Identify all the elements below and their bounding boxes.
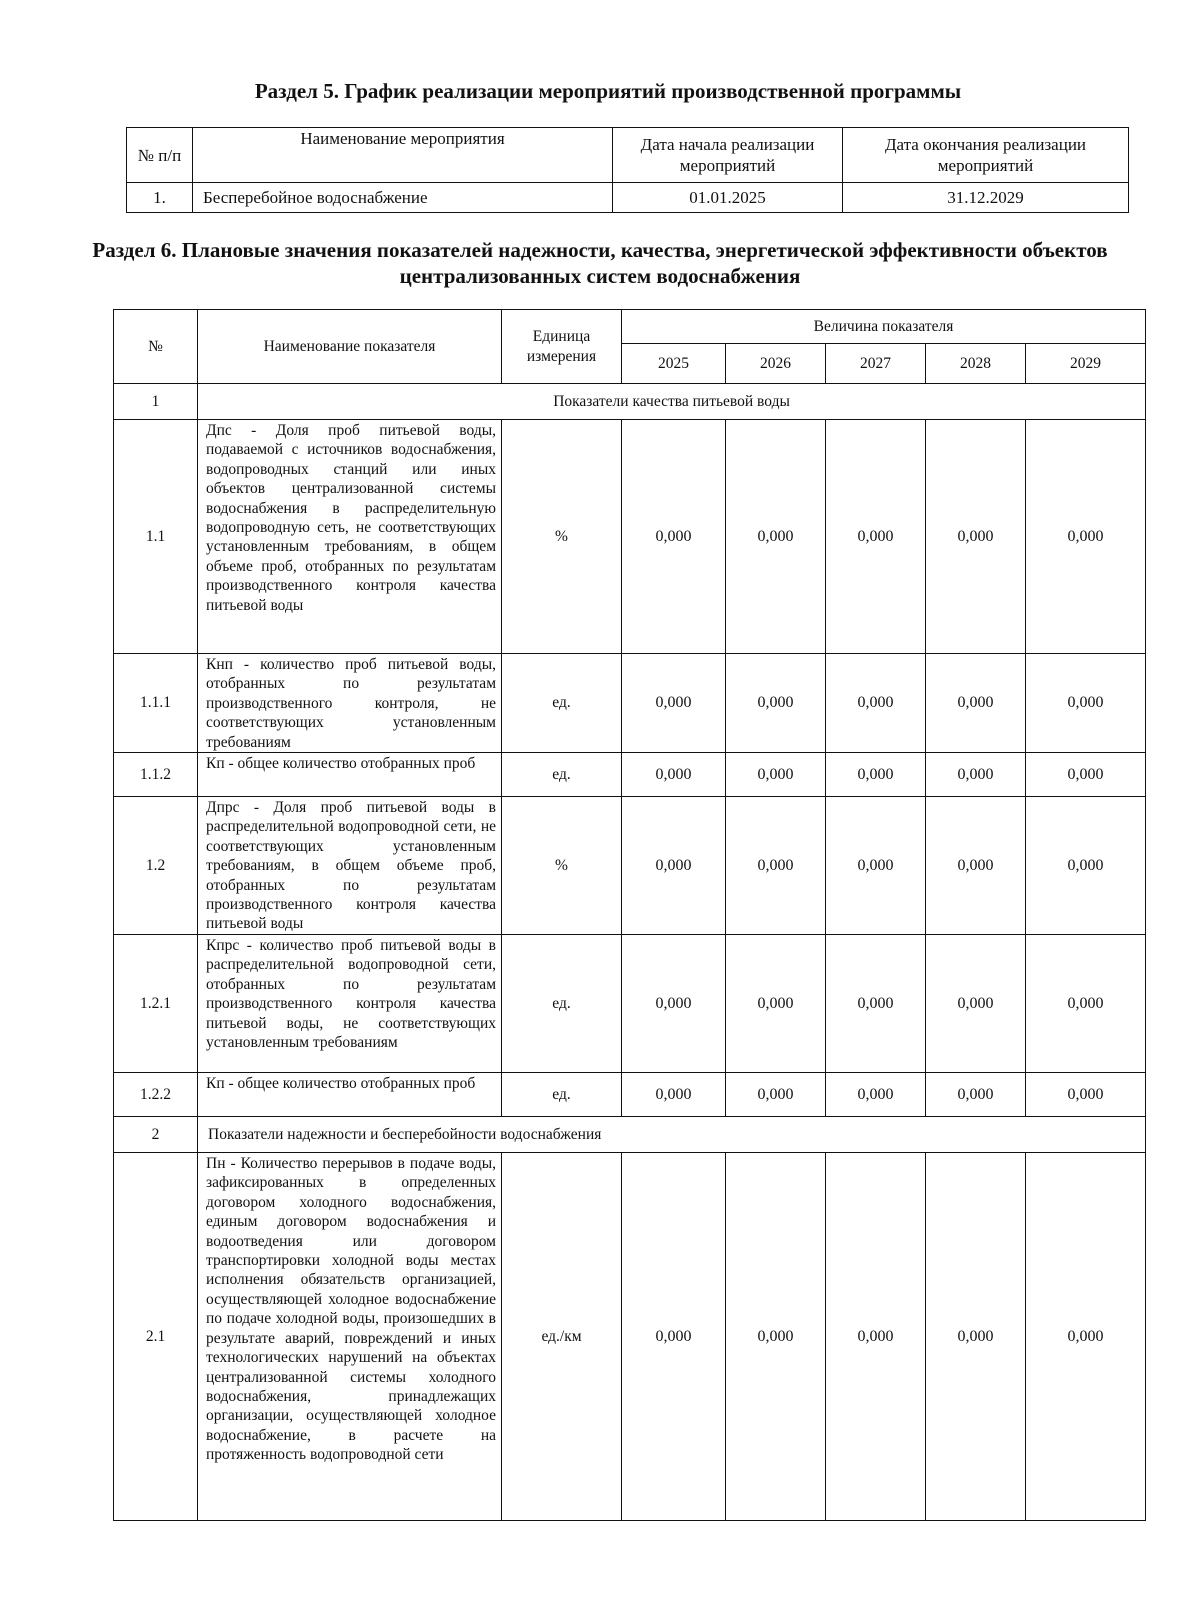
row-name: Дпрс - Доля проб питьевой воды в распределительной водопроводной сети, не соответствующих установленным требованиям, в общем объеме проб, отобранных по результатам производственного контроля качества питьевой воды: [198, 797, 502, 935]
row-num: 1.: [127, 183, 193, 213]
group-num: 2: [114, 1117, 198, 1153]
year-header: 2025: [622, 344, 726, 384]
table-row: [114, 753, 1146, 797]
row-num: 1.2.1: [114, 935, 198, 1073]
value-2029: 0,000: [1026, 654, 1146, 753]
value-2026: 0,000: [726, 1073, 826, 1117]
table-row: [114, 420, 1146, 654]
row-start-date: 01.01.2025: [613, 183, 843, 213]
table-row: [114, 797, 1146, 935]
row-num: 1.1: [114, 420, 198, 654]
row-unit: ед.: [502, 935, 622, 1073]
section5-title: Раздел 5. График реализации мероприятий производственной программы: [254, 79, 962, 103]
value-2029: 0,000: [1026, 797, 1146, 935]
value-2027: 0,000: [826, 1073, 926, 1117]
group-row: [114, 384, 1146, 420]
value-2029: 0,000: [1026, 420, 1146, 654]
row-end-date: 31.12.2029: [843, 183, 1129, 213]
row-unit: ед.: [502, 654, 622, 753]
value-2029: 0,000: [1026, 753, 1146, 797]
value-2027: 0,000: [826, 935, 926, 1073]
row-name: Кпрс - количество проб питьевой воды в распределительной водопроводной сети, отобранных по результатам производственного контроля качества питьевой воды, не соответствующих установленным требованиям: [198, 935, 502, 1073]
value-2027: 0,000: [826, 797, 926, 935]
value-2027: 0,000: [826, 654, 926, 753]
header-name: Наименование мероприятия: [193, 128, 613, 183]
year-header: 2026: [726, 344, 826, 384]
value-2025: 0,000: [622, 797, 726, 935]
value-2025: 0,000: [622, 753, 726, 797]
row-unit: ед./км: [502, 1153, 622, 1521]
value-2026: 0,000: [726, 654, 826, 753]
value-2026: 0,000: [726, 420, 826, 654]
row-unit: %: [502, 797, 622, 935]
table-row: [114, 1073, 1146, 1117]
table-row: [114, 654, 1146, 753]
value-2025: 0,000: [622, 420, 726, 654]
header-name: Наименование показателя: [198, 310, 502, 384]
value-2028: 0,000: [926, 753, 1026, 797]
value-2025: 0,000: [622, 935, 726, 1073]
value-2029: 0,000: [1026, 1153, 1146, 1521]
row-name: Кнп - количество проб питьевой воды, отобранных по результатам производственного контроля, не соответствующих установленным требованиям: [198, 654, 502, 753]
value-2028: 0,000: [926, 420, 1026, 654]
row-num: 1.2.2: [114, 1073, 198, 1117]
value-2025: 0,000: [622, 1073, 726, 1117]
value-2026: 0,000: [726, 1153, 826, 1521]
value-2029: 0,000: [1026, 935, 1146, 1073]
value-2025: 0,000: [622, 1153, 726, 1521]
row-name: Бесперебойное водоснабжение: [193, 183, 613, 213]
section6-title: Раздел 6. Плановые значения показателей надежности, качества, энергетической эффективности объектов централизованных систем водоснабжения: [92, 238, 1108, 288]
value-2028: 0,000: [926, 654, 1026, 753]
year-header: 2029: [1026, 344, 1146, 384]
row-unit: ед.: [502, 753, 622, 797]
schedule-table: [126, 127, 1129, 213]
value-2028: 0,000: [926, 935, 1026, 1073]
row-num: 2.1: [114, 1153, 198, 1521]
row-name: Кп - общее количество отобранных проб: [198, 753, 502, 797]
value-2028: 0,000: [926, 1153, 1026, 1521]
header-end: Дата окончания реализации мероприятий: [843, 128, 1129, 183]
header-unit: Единица измерения: [502, 310, 622, 384]
value-2028: 0,000: [926, 797, 1026, 935]
year-header: 2027: [826, 344, 926, 384]
value-2029: 0,000: [1026, 1073, 1146, 1117]
header-start: Дата начала реализации мероприятий: [613, 128, 843, 183]
group-row: [114, 1117, 1146, 1153]
row-num: 1.2: [114, 797, 198, 935]
value-2028: 0,000: [926, 1073, 1026, 1117]
table-row: [127, 183, 1129, 213]
table-row: [114, 935, 1146, 1073]
row-num: 1.1.2: [114, 753, 198, 797]
year-header: 2028: [926, 344, 1026, 384]
row-name: Дпс - Доля проб питьевой воды, подаваемой с источников водоснабжения, водопроводных станций или иных объектов централизованной системы водоснабжения в распределительную водопроводную сеть, не соответствующих установленным требованиям, в общем объеме проб, отобранных по результатам производственного контроля качества питьевой воды: [198, 420, 502, 654]
group-num: 1: [114, 384, 198, 420]
value-2027: 0,000: [826, 420, 926, 654]
value-2026: 0,000: [726, 753, 826, 797]
value-2026: 0,000: [726, 935, 826, 1073]
row-name: Пн - Количество перерывов в подаче воды, зафиксированных в определенных договором холодного водоснабжения, единым договором водоснабжения и водоотведения или договором транспортировки холодной воды местах исполнения обязательств организацией, осуществляющей холодное водоснабжение по подаче холодной воды, произошедших в результате аварий, повреждений и иных технологических нарушений на объектах централизованной системы холодного водоснабжения, принадлежащих организации, осуществляющей холодное водоснабжение, в расчете на протяженность водопроводной сети: [198, 1153, 502, 1521]
table-row: [114, 1153, 1146, 1521]
row-unit: %: [502, 420, 622, 654]
value-2027: 0,000: [826, 1153, 926, 1521]
header-value-group: Величина показателя: [622, 310, 1146, 344]
value-2027: 0,000: [826, 753, 926, 797]
row-unit: ед.: [502, 1073, 622, 1117]
header-num: № п/п: [127, 128, 193, 183]
indicators-header-row: [114, 310, 1146, 344]
value-2026: 0,000: [726, 797, 826, 935]
group-title: Показатели качества питьевой воды: [198, 384, 1146, 420]
header-num: №: [114, 310, 198, 384]
group-title: Показатели надежности и бесперебойности водоснабжения: [198, 1117, 1146, 1153]
indicators-table: [113, 309, 1146, 1521]
row-name: Кп - общее количество отобранных проб: [198, 1073, 502, 1117]
schedule-header-row: [127, 128, 1129, 183]
row-num: 1.1.1: [114, 654, 198, 753]
value-2025: 0,000: [622, 654, 726, 753]
